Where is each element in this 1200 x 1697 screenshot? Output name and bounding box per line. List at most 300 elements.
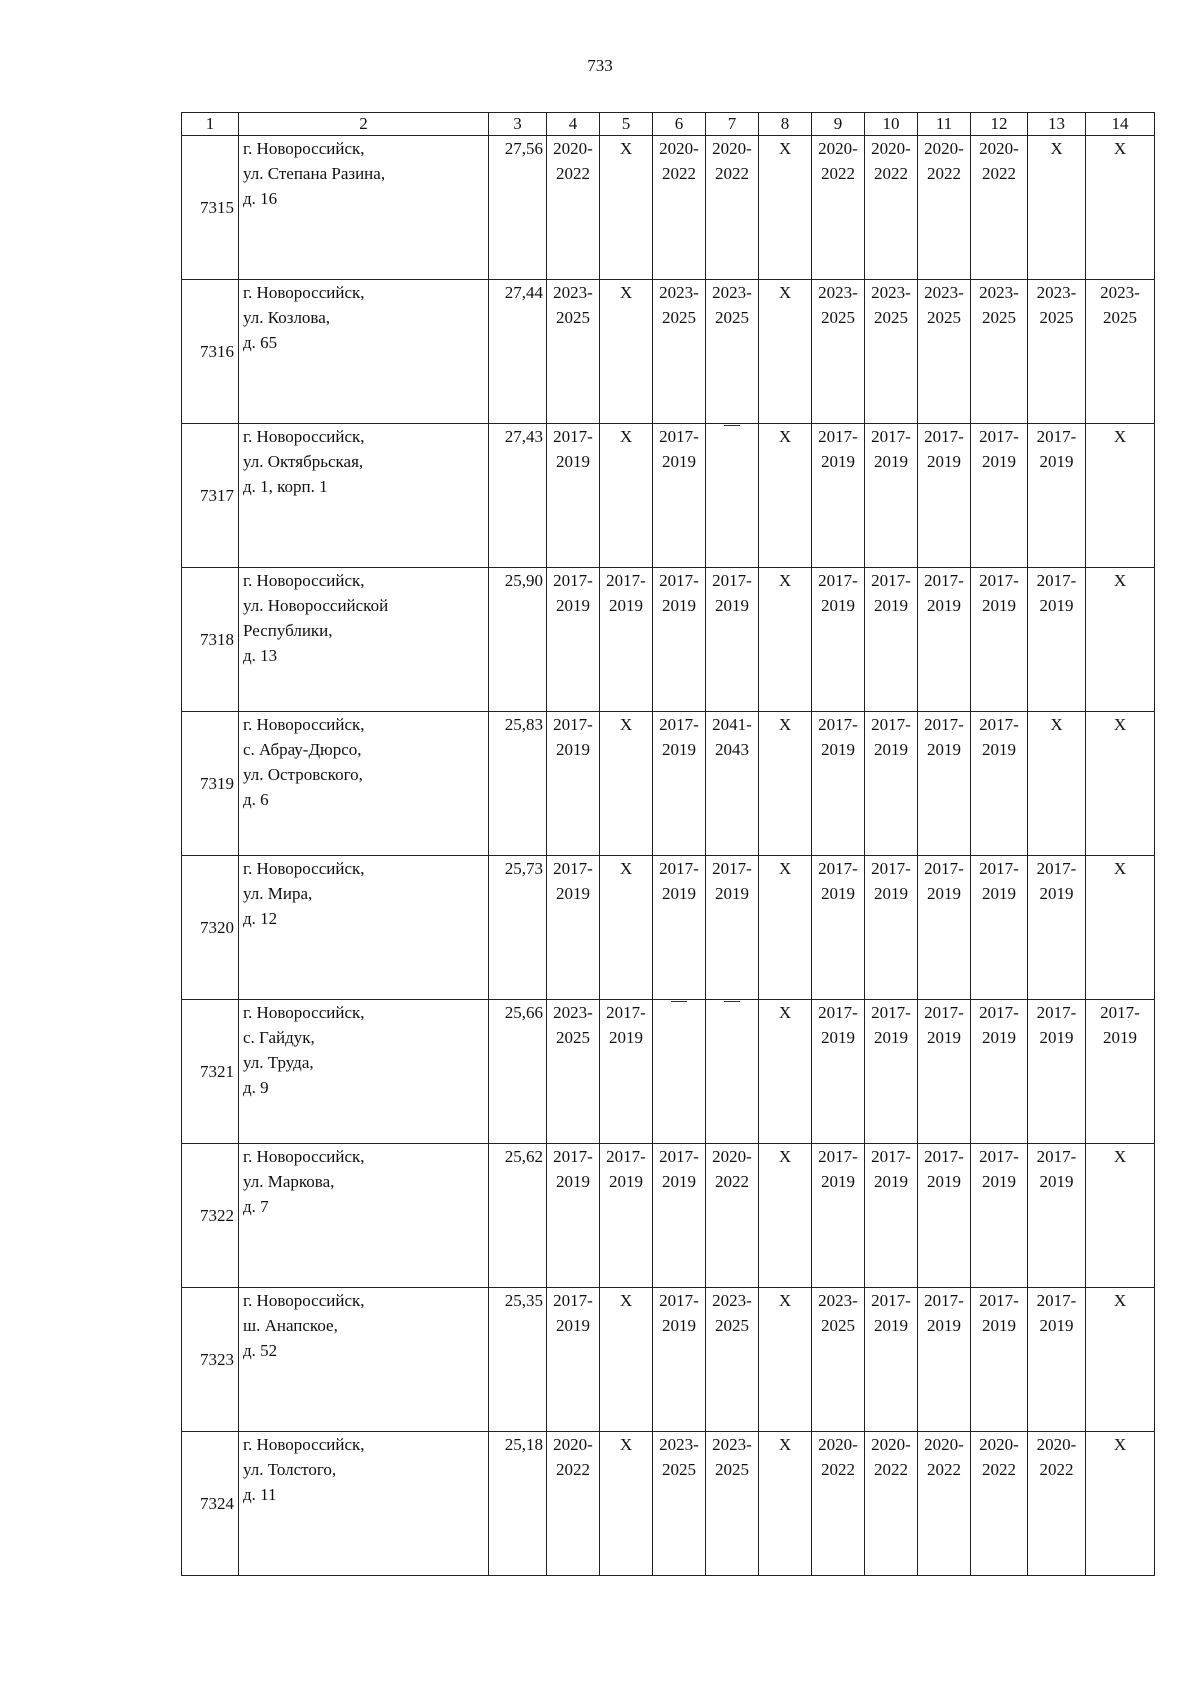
period-line: 2041- [712, 715, 752, 734]
area-cell: 27,56 [489, 136, 547, 280]
period-line: 2017- [606, 1003, 646, 1022]
period-cell [706, 712, 759, 856]
period-line: 2022 [874, 1460, 908, 1479]
address-cell [239, 1288, 489, 1432]
period-line: X [778, 283, 792, 302]
period-line: 2017- [606, 1147, 646, 1166]
period-line: X [778, 715, 792, 734]
address-line: д. 52 [243, 1341, 278, 1360]
period-cell [1086, 568, 1155, 712]
period-line: 2020- [1036, 1435, 1077, 1454]
period-cell [759, 1144, 812, 1288]
period-cell [1086, 1144, 1155, 1288]
address-cell [239, 424, 489, 568]
address-cell [239, 568, 489, 712]
period-line: 2019 [609, 1028, 643, 1047]
period-cell [812, 568, 865, 712]
table-row [182, 856, 1155, 1000]
period-line: 2025 [556, 308, 590, 327]
period-line: 2017- [818, 1147, 858, 1166]
address-line: ул. Октябрьская, [243, 452, 364, 471]
address-line: д. 1, корп. 1 [243, 477, 328, 496]
period-cell [812, 424, 865, 568]
column-header: 14 [1086, 113, 1155, 136]
table-row [182, 1288, 1155, 1432]
period-line: 2017- [979, 1003, 1019, 1022]
period-line: 2019 [662, 884, 696, 903]
period-line: 2022 [662, 164, 696, 183]
period-cell [1028, 712, 1086, 856]
period-cell [1028, 424, 1086, 568]
period-cell [918, 568, 971, 712]
column-header: 6 [653, 113, 706, 136]
column-header: 12 [971, 113, 1028, 136]
table-row [182, 1000, 1155, 1144]
period-cell [918, 856, 971, 1000]
address-line: д. 65 [243, 333, 278, 352]
period-line: X [1113, 427, 1127, 446]
period-cell [918, 1288, 971, 1432]
period-cell [1028, 568, 1086, 712]
period-line: 2017- [871, 571, 911, 590]
row-id-cell: 7324 [182, 1432, 239, 1576]
period-line: 2017- [553, 715, 593, 734]
period-cell [812, 1432, 865, 1576]
address-line: ул. Маркова, [243, 1172, 335, 1191]
period-cell [706, 1432, 759, 1576]
period-cell [971, 136, 1028, 280]
period-line: 2017- [924, 859, 964, 878]
column-header: 13 [1028, 113, 1086, 136]
period-line: 2019 [874, 1316, 908, 1335]
period-line: X [778, 1003, 792, 1022]
period-line: 2017- [659, 427, 699, 446]
period-line: 2025 [715, 1460, 749, 1479]
period-cell [1028, 1432, 1086, 1576]
period-cell [1028, 136, 1086, 280]
period-line: 2017- [1036, 859, 1077, 878]
period-line: 2017- [1036, 427, 1077, 446]
row-id-cell: 7316 [182, 280, 239, 424]
period-cell [759, 424, 812, 568]
period-line: 2017- [979, 571, 1019, 590]
period-line: 2017- [979, 1147, 1019, 1166]
period-line: 2017- [659, 1291, 699, 1310]
column-header: 2 [239, 113, 489, 136]
period-cell [600, 1432, 653, 1576]
period-cell [600, 1288, 653, 1432]
address-line: д. 7 [243, 1197, 269, 1216]
address-cell [239, 280, 489, 424]
column-header: 9 [812, 113, 865, 136]
period-line: 2025 [982, 308, 1016, 327]
period-line: 2017- [979, 715, 1019, 734]
period-line: 2020- [924, 139, 964, 158]
period-line: 2017- [659, 859, 699, 878]
period-cell [971, 568, 1028, 712]
period-cell [600, 1144, 653, 1288]
address-line: г. Новороссийск, [243, 715, 365, 734]
period-line: 2020- [712, 139, 752, 158]
address-line: Республики, [243, 621, 333, 640]
period-cell [600, 424, 653, 568]
area-cell: 25,62 [489, 1144, 547, 1288]
period-cell [918, 280, 971, 424]
period-line: 2019 [556, 596, 590, 615]
row-id-cell: 7321 [182, 1000, 239, 1144]
period-cell [547, 1144, 600, 1288]
period-cell [1028, 280, 1086, 424]
period-line: X [1113, 1291, 1127, 1310]
period-cell [1086, 1288, 1155, 1432]
period-cell [600, 1000, 653, 1144]
period-line: 2020- [871, 139, 911, 158]
period-line: 2017- [553, 1147, 593, 1166]
period-cell [865, 1144, 918, 1288]
period-line: 2023- [712, 283, 752, 302]
period-line: X [1113, 571, 1127, 590]
period-line: 2017- [924, 571, 964, 590]
period-line: 2019 [982, 596, 1016, 615]
period-cell [1028, 1288, 1086, 1432]
period-cell [759, 280, 812, 424]
period-line: 2017- [712, 571, 752, 590]
table-row [182, 1144, 1155, 1288]
table-row [182, 136, 1155, 280]
area-cell: 27,43 [489, 424, 547, 568]
period-line: 2019 [927, 740, 961, 759]
period-cell [812, 1288, 865, 1432]
period-cell [653, 1144, 706, 1288]
period-line: X [1113, 859, 1127, 878]
period-line: 2023- [924, 283, 964, 302]
period-cell [600, 136, 653, 280]
address-line: ул. Новороссийской [243, 596, 389, 615]
address-line: г. Новороссийск, [243, 1435, 365, 1454]
period-line: 2023- [818, 1291, 858, 1310]
period-line: 2017- [924, 427, 964, 446]
period-cell [653, 1288, 706, 1432]
period-cell [865, 280, 918, 424]
page-number: 733 [587, 56, 613, 75]
area-cell: 25,73 [489, 856, 547, 1000]
period-line: X [619, 139, 633, 158]
period-cell [1086, 712, 1155, 856]
period-line: 2019 [662, 452, 696, 471]
table-row [182, 1432, 1155, 1576]
period-line: 2020- [924, 1435, 964, 1454]
period-line: 2019 [1039, 1316, 1074, 1335]
row-id-cell: 7315 [182, 136, 239, 280]
period-line: 2025 [662, 1460, 696, 1479]
period-cell [918, 1144, 971, 1288]
period-cell [547, 1288, 600, 1432]
period-cell [706, 136, 759, 280]
period-cell [865, 712, 918, 856]
period-line: 2022 [982, 1460, 1016, 1479]
period-cell [653, 712, 706, 856]
period-cell [706, 1144, 759, 1288]
period-line: 2017- [924, 1291, 964, 1310]
period-cell [812, 856, 865, 1000]
address-line: г. Новороссийск, [243, 1003, 365, 1022]
period-line: 2025 [715, 308, 749, 327]
address-cell [239, 1000, 489, 1144]
area-cell: 27,44 [489, 280, 547, 424]
column-header: 4 [547, 113, 600, 136]
period-line: 2020- [979, 1435, 1019, 1454]
period-line: 2022 [821, 1460, 855, 1479]
period-line: 2043 [715, 740, 749, 759]
period-cell [547, 280, 600, 424]
period-cell [971, 1432, 1028, 1576]
period-cell [812, 136, 865, 280]
period-cell [706, 424, 759, 568]
period-line: 2020- [979, 139, 1019, 158]
address-line: д. 6 [243, 790, 269, 809]
period-cell [1028, 856, 1086, 1000]
period-line: 2019 [821, 884, 855, 903]
period-cell [1028, 1000, 1086, 1144]
period-line: X [619, 715, 633, 734]
period-line: 2019 [1039, 452, 1074, 471]
period-cell [865, 1288, 918, 1432]
period-line: 2019 [982, 1316, 1016, 1335]
register-table [181, 112, 1155, 1576]
address-cell [239, 856, 489, 1000]
address-line: г. Новороссийск, [243, 139, 365, 158]
row-id-cell: 7323 [182, 1288, 239, 1432]
period-cell [547, 712, 600, 856]
address-line: ул. Труда, [243, 1053, 314, 1072]
period-cell [653, 856, 706, 1000]
period-line: X [1113, 715, 1127, 734]
period-line: 2019 [609, 596, 643, 615]
period-line: 2023- [553, 283, 593, 302]
column-header: 1 [182, 113, 239, 136]
period-cell [547, 1000, 600, 1144]
table-row [182, 568, 1155, 712]
period-cell [812, 280, 865, 424]
period-line: 2017- [979, 859, 1019, 878]
dash-mark [671, 1001, 687, 1027]
period-line: X [619, 859, 633, 878]
period-line: 2023- [1036, 283, 1077, 302]
period-line: 2019 [927, 884, 961, 903]
period-line: 2020- [818, 139, 858, 158]
period-cell [1086, 856, 1155, 1000]
period-line: 2019 [556, 452, 590, 471]
period-line: 2019 [1103, 1028, 1137, 1047]
period-line: 2019 [821, 1172, 855, 1191]
period-cell [1086, 1432, 1155, 1576]
period-line: 2017- [818, 859, 858, 878]
period-line: 2023- [659, 283, 699, 302]
area-cell: 25,35 [489, 1288, 547, 1432]
period-line: 2019 [821, 452, 855, 471]
period-line: 2022 [821, 164, 855, 183]
address-line: г. Новороссийск, [243, 1147, 365, 1166]
period-line: 2019 [821, 596, 855, 615]
period-cell [971, 280, 1028, 424]
row-id-cell: 7320 [182, 856, 239, 1000]
period-line: 2017- [871, 859, 911, 878]
period-line: 2023- [1100, 283, 1140, 302]
period-cell [971, 1144, 1028, 1288]
period-cell [865, 136, 918, 280]
period-cell [547, 424, 600, 568]
period-cell [1086, 136, 1155, 280]
period-cell [653, 424, 706, 568]
period-line: X [619, 1291, 633, 1310]
period-line: 2020- [553, 139, 593, 158]
period-line: 2023- [553, 1003, 593, 1022]
address-line: г. Новороссийск, [243, 571, 365, 590]
period-cell [759, 136, 812, 280]
period-cell [812, 1144, 865, 1288]
period-line: 2025 [715, 1316, 749, 1335]
period-line: 2022 [927, 164, 961, 183]
period-line: 2019 [927, 1028, 961, 1047]
period-line: X [778, 139, 792, 158]
period-line: 2017- [871, 1003, 911, 1022]
period-cell [1086, 280, 1155, 424]
period-line: 2017- [871, 1291, 911, 1310]
area-cell: 25,66 [489, 1000, 547, 1144]
period-line: X [778, 1291, 792, 1310]
period-cell [971, 712, 1028, 856]
period-line: 2023- [712, 1291, 752, 1310]
period-line: 2017- [924, 1003, 964, 1022]
period-line: 2019 [715, 884, 749, 903]
period-cell [1086, 424, 1155, 568]
period-line: X [1050, 715, 1063, 734]
period-line: 2017- [606, 571, 646, 590]
dash-mark [724, 1001, 740, 1027]
period-line: 2020- [659, 139, 699, 158]
period-line: X [1113, 139, 1127, 158]
period-line: 2025 [662, 308, 696, 327]
period-line: X [1050, 139, 1063, 158]
period-line: X [619, 427, 633, 446]
period-cell [600, 568, 653, 712]
period-cell [759, 568, 812, 712]
period-line: 2025 [1103, 308, 1137, 327]
address-cell [239, 1144, 489, 1288]
column-header: 3 [489, 113, 547, 136]
period-line: 2017- [1036, 571, 1077, 590]
period-line: 2023- [712, 1435, 752, 1454]
period-cell [971, 1288, 1028, 1432]
period-cell [653, 136, 706, 280]
period-cell [865, 568, 918, 712]
period-cell [547, 568, 600, 712]
period-line: 2017- [659, 1147, 699, 1166]
period-cell [918, 1000, 971, 1144]
period-line: 2020- [553, 1435, 593, 1454]
period-line: 2019 [1039, 596, 1074, 615]
period-line: 2019 [874, 1028, 908, 1047]
period-line: 2017- [553, 859, 593, 878]
column-header: 10 [865, 113, 918, 136]
period-line: 2019 [874, 740, 908, 759]
period-line: 2019 [927, 1172, 961, 1191]
period-cell [653, 280, 706, 424]
period-cell [706, 1000, 759, 1144]
header-row [182, 113, 1155, 136]
period-line: 2017- [553, 571, 593, 590]
period-line: 2017- [871, 1147, 911, 1166]
address-line: г. Новороссийск, [243, 1291, 365, 1310]
period-line: 2017- [979, 427, 1019, 446]
period-cell [706, 856, 759, 1000]
address-line: д. 9 [243, 1078, 269, 1097]
period-line: 2017- [818, 715, 858, 734]
period-cell [918, 136, 971, 280]
table-row [182, 280, 1155, 424]
period-cell [547, 856, 600, 1000]
period-cell [865, 424, 918, 568]
period-line: 2019 [662, 596, 696, 615]
period-cell [600, 856, 653, 1000]
period-line: 2019 [609, 1172, 643, 1191]
period-line: 2019 [715, 596, 749, 615]
period-line: X [778, 1147, 792, 1166]
period-cell [600, 280, 653, 424]
period-line: 2017- [659, 571, 699, 590]
period-line: X [1113, 1147, 1127, 1166]
period-line: 2022 [715, 1172, 749, 1191]
period-line: 2017- [553, 427, 593, 446]
period-line: X [778, 571, 792, 590]
period-line: 2020- [712, 1147, 752, 1166]
period-cell [759, 1432, 812, 1576]
period-line: 2022 [874, 164, 908, 183]
period-line: 2017- [1036, 1003, 1077, 1022]
period-cell [653, 568, 706, 712]
period-cell [547, 136, 600, 280]
period-line: 2019 [982, 884, 1016, 903]
period-cell [812, 712, 865, 856]
period-cell [865, 1000, 918, 1144]
period-line: 2023- [659, 1435, 699, 1454]
period-line: 2019 [556, 1316, 590, 1335]
address-line: с. Гайдук, [243, 1028, 315, 1047]
period-line: 2025 [821, 308, 855, 327]
row-id-cell: 7319 [182, 712, 239, 856]
period-line: X [778, 427, 792, 446]
address-line: ул. Козлова, [243, 308, 331, 327]
address-line: д. 16 [243, 189, 278, 208]
address-line: д. 11 [243, 1485, 277, 1504]
period-cell [759, 1288, 812, 1432]
period-line: 2017- [553, 1291, 593, 1310]
period-cell [971, 1000, 1028, 1144]
column-header: 5 [600, 113, 653, 136]
period-line: 2020- [871, 1435, 911, 1454]
period-cell [600, 712, 653, 856]
period-line: 2022 [715, 164, 749, 183]
address-line: ул. Толстого, [243, 1460, 337, 1479]
period-line: 2019 [982, 1172, 1016, 1191]
row-id-cell: 7318 [182, 568, 239, 712]
period-line: 2017- [924, 1147, 964, 1166]
period-line: 2019 [821, 1028, 855, 1047]
column-header: 11 [918, 113, 971, 136]
address-line: ш. Анапское, [243, 1316, 338, 1335]
period-line: 2019 [874, 884, 908, 903]
period-cell [812, 1000, 865, 1144]
